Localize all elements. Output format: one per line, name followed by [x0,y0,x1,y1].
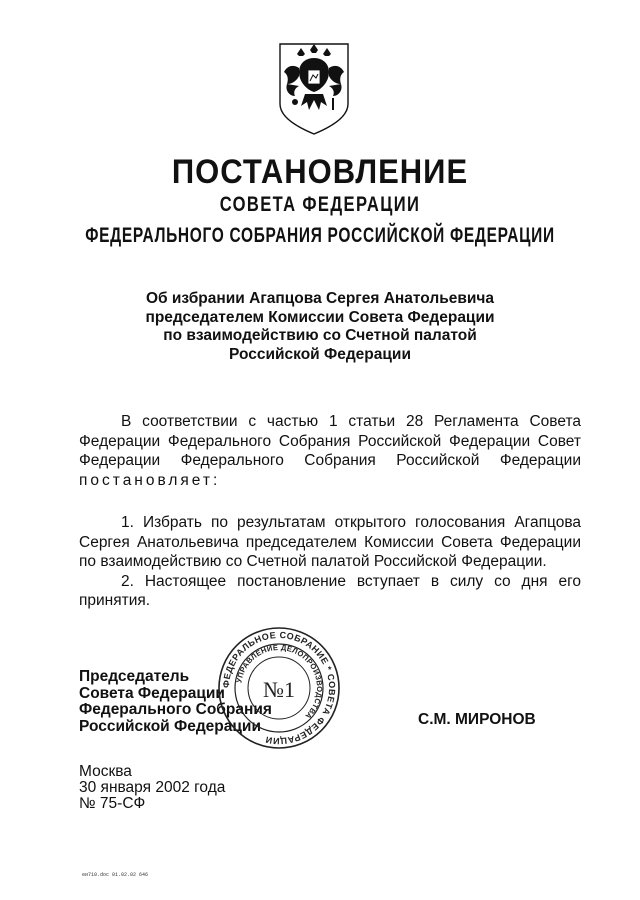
document-title: ПОСТАНОВЛЕНИЕ [171,151,469,192]
signer-name: С.М. МИРОНОВ [418,711,536,728]
item-line: по взаимодействию со Счетной палатой Российской Федерации. [79,553,547,570]
print-code: еи710.doc 01.02.02 646 [82,872,149,878]
official-stamp [217,626,341,750]
document-meta [79,764,225,812]
stamp-number: №1 [263,677,295,702]
subject-line: Об избрании Агапцова Сергея Анатольевича [145,290,495,307]
item-line: 2. Настоящее постановление вступает в силу со дня его [121,572,581,590]
stamp-inner-text: УПРАВЛЕНИЕ ДЕЛОПРОИЗВОДСТВА [234,642,325,721]
position-line: Федерального Собрания [79,701,272,718]
issuer-line-2: ФЕДЕРАЛЬНОГО СОБРАНИЯ РОССИЙСКОЙ ФЕДЕРАЦИИ [85,222,555,247]
preamble-paragraph [79,412,581,490]
resolves-word: постановляет: [79,471,221,489]
stamp-outer-text: ФЕДЕРАЛЬНОЕ СОБРАНИЕ * СОВЕТА ФЕДЕРАЦИИ [220,629,338,747]
position-line: Совета Федерации [79,684,225,702]
resolution-items [79,513,581,611]
document-number: № 75-СФ [79,795,146,812]
subject-line: по взаимодействию со Счетной палатой [163,327,477,344]
paragraph-line: Федерации Федерального Собрания Российской Федерации [79,452,581,469]
subject-line: председателем Комиссии Совета Федерации [145,308,495,326]
position-line: Председатель [79,668,190,685]
issuer-line-1: СОВЕТА ФЕДЕРАЦИИ [219,191,421,216]
paragraph-line: В соответствии с частью 1 статьи 28 Регламента Совета [121,413,581,430]
item-line: принятия. [79,592,151,609]
item-line: 1. Избрать по результатам открытого голосования Агапцова [121,514,581,531]
place: Москва [79,763,132,780]
subject-line: Российской Федерации [229,345,411,363]
paragraph-line: Федерации Федерального Собрания Российской Федерации Совет [79,432,581,450]
item-line: Сергея Анатольевича председателем Комиссии Совета Федерации [79,533,581,551]
position-line: Российской Федерации [79,717,261,735]
date: 30 января 2002 года [79,779,226,796]
coat-of-arms-icon [275,40,353,136]
document-subject [110,290,530,364]
